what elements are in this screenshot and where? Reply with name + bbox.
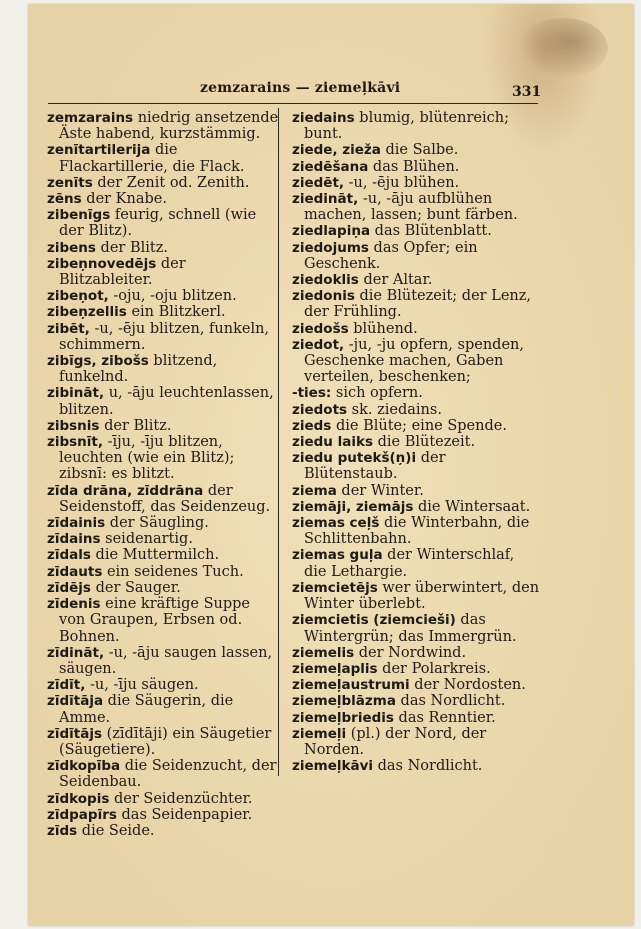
dictionary-entry — [47, 240, 279, 256]
entry-headword: zīdkopība — [47, 758, 121, 775]
entry-headword: zīdkopis — [47, 790, 110, 807]
entry-definition: der Seidenstoff, das Seidenzeug. — [59, 482, 271, 515]
left-column — [47, 110, 279, 839]
dictionary-entry — [47, 385, 279, 417]
entry-headword: ziedojums — [292, 239, 369, 256]
entry-headword: ziemeļbriedis — [292, 709, 394, 726]
dictionary-entry — [47, 142, 279, 174]
entry-definition: -u, -āju aufblühen machen, lassen; bunt färben. — [304, 191, 518, 224]
dictionary-entry — [292, 645, 540, 661]
dictionary-entry — [292, 693, 540, 709]
entry-definition: der Knabe. — [81, 191, 167, 208]
dictionary-entry — [47, 726, 279, 758]
dictionary-entry — [47, 191, 279, 207]
dictionary-entry — [47, 677, 279, 693]
entry-headword: zīdainis — [47, 515, 106, 532]
dictionary-entry — [292, 612, 540, 644]
entry-headword: zīdals — [47, 547, 91, 564]
dictionary-entry — [292, 483, 540, 499]
dictionary-entry — [292, 726, 540, 758]
entry-definition: der Nordwind. — [354, 644, 467, 661]
dictionary-entry — [47, 823, 279, 839]
entry-definition: ein Blitzkerl. — [126, 304, 226, 321]
entry-headword: zīdītāja — [47, 693, 104, 710]
dictionary-entry — [292, 272, 540, 288]
entry-definition: das Blühen. — [368, 158, 460, 175]
dictionary-entry — [47, 175, 279, 191]
entry-definition: -ju, -ju opfern, spenden, Geschenke machen, Gaben verteilen, beschenken; — [304, 336, 524, 386]
dictionary-entry — [47, 564, 279, 580]
entry-definition: -u, -īju säugen. — [85, 677, 199, 694]
entry-definition: der Blitzableiter. — [59, 255, 186, 289]
entry-definition: wer überwintert, den Winter überlebt. — [304, 579, 540, 613]
dictionary-entry — [47, 547, 279, 563]
dictionary-entry — [292, 677, 540, 693]
entry-definition: -oju, -oju blitzen. — [108, 288, 237, 305]
entry-headword: zenīts — [47, 174, 93, 191]
dictionary-entry — [47, 596, 279, 645]
entry-headword: zīdināt, — [47, 644, 105, 661]
dictionary-entry — [292, 110, 540, 142]
entry-definition: das Wintergrün; das Immergrün. — [304, 612, 517, 645]
entry-headword: zīdējs — [47, 579, 91, 596]
entry-definition: die Säugerin, die Amme. — [59, 693, 234, 726]
entry-definition: ein seidenes Tuch. — [102, 563, 244, 580]
entry-headword: zīdains — [47, 531, 101, 548]
entry-definition: der Blütenstaub. — [304, 450, 446, 483]
entry-headword: ziemelis — [292, 644, 355, 661]
entry-headword: ziedināt, — [292, 191, 359, 208]
dictionary-entry — [47, 645, 279, 677]
entry-headword: ziemas ceļš — [292, 515, 380, 532]
entry-definition: blühend. — [348, 320, 418, 337]
entry-definition: (pl.) der Nord, der Norden. — [304, 725, 487, 758]
dictionary-entry — [47, 353, 279, 385]
entry-headword: ziemāji, ziemājs — [292, 498, 414, 515]
entry-headword: ziemeļaplis — [292, 660, 378, 677]
entry-headword: ziedlapiņa — [292, 223, 371, 240]
entry-headword: zīdīt, — [47, 677, 86, 694]
entry-definition: die Blütezeit. — [373, 434, 476, 451]
right-column — [292, 110, 540, 774]
entry-definition: die Salbe. — [380, 142, 459, 159]
dictionary-entry — [47, 434, 279, 483]
dictionary-entry — [47, 304, 279, 320]
entry-definition: der Polarkreis. — [377, 660, 491, 677]
dictionary-entry — [292, 240, 540, 272]
entry-headword: ziedēt, — [292, 174, 345, 191]
paper-stain — [518, 18, 608, 78]
entry-definition: die Winterbahn, die Schlittenbahn. — [304, 515, 530, 548]
dictionary-entry — [292, 580, 540, 612]
dictionary-entry — [47, 693, 279, 725]
dictionary-entry — [292, 418, 540, 434]
entry-headword: ziemas guļa — [292, 547, 383, 564]
entry-headword: zīdauts — [47, 563, 103, 580]
entry-headword: zibēt, — [47, 320, 90, 337]
entry-headword: ziedu putekš(ņ)i — [292, 450, 417, 467]
dictionary-entry — [47, 580, 279, 596]
entry-headword: zieds — [292, 417, 332, 434]
entry-definition: der Nordosten. — [409, 677, 526, 694]
dictionary-entry — [292, 175, 540, 191]
entry-definition: -u, -āju saugen lassen, säugen. — [59, 644, 273, 677]
dictionary-entry — [292, 450, 540, 482]
entry-definition: die Wintersaat. — [413, 498, 531, 515]
entry-definition: der Seidenzüchter. — [109, 790, 253, 807]
entry-headword: ziemeļkāvi — [292, 758, 374, 775]
entry-headword: ziemcietējs — [292, 579, 378, 596]
entry-definition: der Winterschlaf, die Lethargie. — [304, 547, 515, 580]
entry-definition: seidenartig. — [100, 531, 193, 548]
entry-headword: zibeņot, — [47, 288, 109, 305]
entry-definition: niedrig ansetzende Äste habend, kurzstämmig. — [59, 110, 279, 143]
entry-definition: der Blitz. — [99, 417, 172, 434]
dictionary-entry — [292, 223, 540, 239]
entry-headword: ziedonis — [292, 288, 355, 305]
entry-definition: (zīdītāji) ein Säugetier (Säugetiere). — [59, 725, 272, 758]
entry-headword: ziedošs — [292, 320, 349, 337]
dictionary-entry — [292, 515, 540, 547]
entry-headword: ziedēšana — [292, 158, 369, 175]
entry-definition: die Blütezeit; der Lenz, der Frühling. — [304, 288, 531, 321]
entry-headword: zibsnis — [47, 417, 100, 434]
dictionary-entry — [292, 402, 540, 418]
entry-headword: zīdpapīrs — [47, 806, 117, 823]
dictionary-entry — [292, 142, 540, 158]
entry-headword: zibens — [47, 239, 96, 256]
entry-definition: sich opfern. — [331, 385, 423, 402]
dictionary-entry — [47, 288, 279, 304]
entry-definition: feurig, schnell (wie der Blitz). — [59, 207, 257, 240]
entry-definition: der Säugling. — [105, 515, 209, 532]
entry-headword: zibenīgs — [47, 207, 111, 224]
dictionary-entry — [292, 385, 540, 401]
entry-definition: das Nordlicht. — [395, 693, 506, 710]
dictionary-entry — [292, 710, 540, 726]
entry-definition: die Muttermilch. — [90, 547, 220, 564]
entry-headword: zīda drāna, zīddrāna — [47, 482, 204, 499]
entry-headword: ziemeļaustrumi — [292, 677, 410, 694]
entry-headword: ziemeļblāzma — [292, 693, 396, 710]
entry-definition: das Renntier. — [393, 709, 496, 726]
dictionary-entry — [47, 321, 279, 353]
dictionary-entry — [47, 758, 279, 790]
entry-definition: u, -āju leuchtenlassen, blitzen. — [59, 385, 274, 418]
entry-definition: das Nordlicht. — [373, 758, 483, 775]
entry-headword: ziemeļi — [292, 725, 347, 742]
dictionary-entry — [47, 418, 279, 434]
dictionary-entry — [47, 110, 279, 142]
entry-headword: zēns — [47, 191, 82, 208]
entry-definition: -u, -ēju blühen. — [344, 174, 460, 191]
entry-headword: zīds — [47, 822, 78, 839]
entry-definition: die Blüte; eine Spende. — [331, 417, 507, 434]
dictionary-entry — [47, 791, 279, 807]
entry-headword: ziema — [292, 482, 337, 499]
dictionary-entry — [292, 758, 540, 774]
entry-definition: die Seidenzucht, der Seidenbau. — [59, 758, 277, 791]
entry-headword: ziede, zieža — [292, 142, 381, 159]
dictionary-entry — [292, 434, 540, 450]
dictionary-entry — [292, 547, 540, 579]
header-rule — [48, 103, 538, 104]
entry-definition: -u, -ēju blitzen, funkeln, schimmern. — [59, 320, 270, 353]
dictionary-entry — [47, 807, 279, 823]
entry-headword: zemzarains — [47, 110, 134, 126]
entry-headword: ziedains — [292, 110, 355, 126]
dictionary-entry — [292, 191, 540, 223]
entry-definition: sk. ziedains. — [347, 401, 442, 418]
dictionary-entry — [292, 661, 540, 677]
entry-definition: der Winter. — [336, 482, 424, 499]
entry-definition: das Opfer; ein Geschenk. — [304, 239, 478, 272]
dictionary-entry — [292, 288, 540, 320]
page-number: 331 — [512, 84, 542, 100]
entry-headword: zibeņzellis — [47, 304, 127, 321]
dictionary-entry — [47, 207, 279, 239]
dictionary-entry — [47, 515, 279, 531]
entry-headword: zibināt, — [47, 385, 105, 402]
entry-definition: das Seidenpapier. — [116, 806, 253, 823]
dictionary-entry — [292, 321, 540, 337]
entry-headword: zīdītājs — [47, 725, 103, 742]
entry-definition: das Blütenblatt. — [370, 223, 492, 240]
entry-definition: eine kräftige Suppe von Graupen, Erbsen od. Bohnen. — [59, 596, 251, 645]
entry-headword: zīdenis — [47, 596, 101, 613]
entry-headword: zenītartilerija — [47, 142, 151, 159]
entry-headword: zibeņnovedējs — [47, 255, 157, 272]
dictionary-entry — [47, 531, 279, 547]
entry-headword: -ties: — [292, 385, 332, 402]
entry-headword: ziedu laiks — [292, 434, 373, 451]
dictionary-entry — [47, 483, 279, 515]
entry-definition: der Zenit od. Zenith. — [92, 174, 250, 191]
entry-definition: blumig, blütenreich; bunt. — [304, 110, 509, 143]
dictionary-entry — [47, 256, 279, 288]
entry-definition: die Flackartillerie, die Flack. — [59, 142, 245, 175]
entry-headword: ziedots — [292, 401, 348, 418]
entry-definition: -īju, -īju blitzen, leuchten (wie ein Blitz); zibsnī: es blitzt. — [59, 434, 235, 483]
entry-definition: der Altar. — [358, 272, 433, 289]
dictionary-entry — [292, 337, 540, 386]
entry-headword: ziedoklis — [292, 272, 359, 289]
entry-definition: der Sauger. — [90, 579, 181, 596]
entry-headword: zibsnīt, — [47, 434, 104, 451]
entry-definition: blitzend, funkelnd. — [59, 353, 218, 386]
dictionary-entry — [292, 499, 540, 515]
entry-headword: ziedot, — [292, 336, 345, 353]
running-header: zemzarains — ziemeļkāvi — [200, 80, 401, 96]
entry-definition: der Blitz. — [95, 239, 168, 256]
entry-definition: die Seide. — [77, 822, 155, 839]
entry-headword: zibīgs, zibošs — [47, 353, 149, 370]
dictionary-entry — [292, 159, 540, 175]
entry-headword: ziemcietis (ziemcieši) — [292, 612, 456, 629]
